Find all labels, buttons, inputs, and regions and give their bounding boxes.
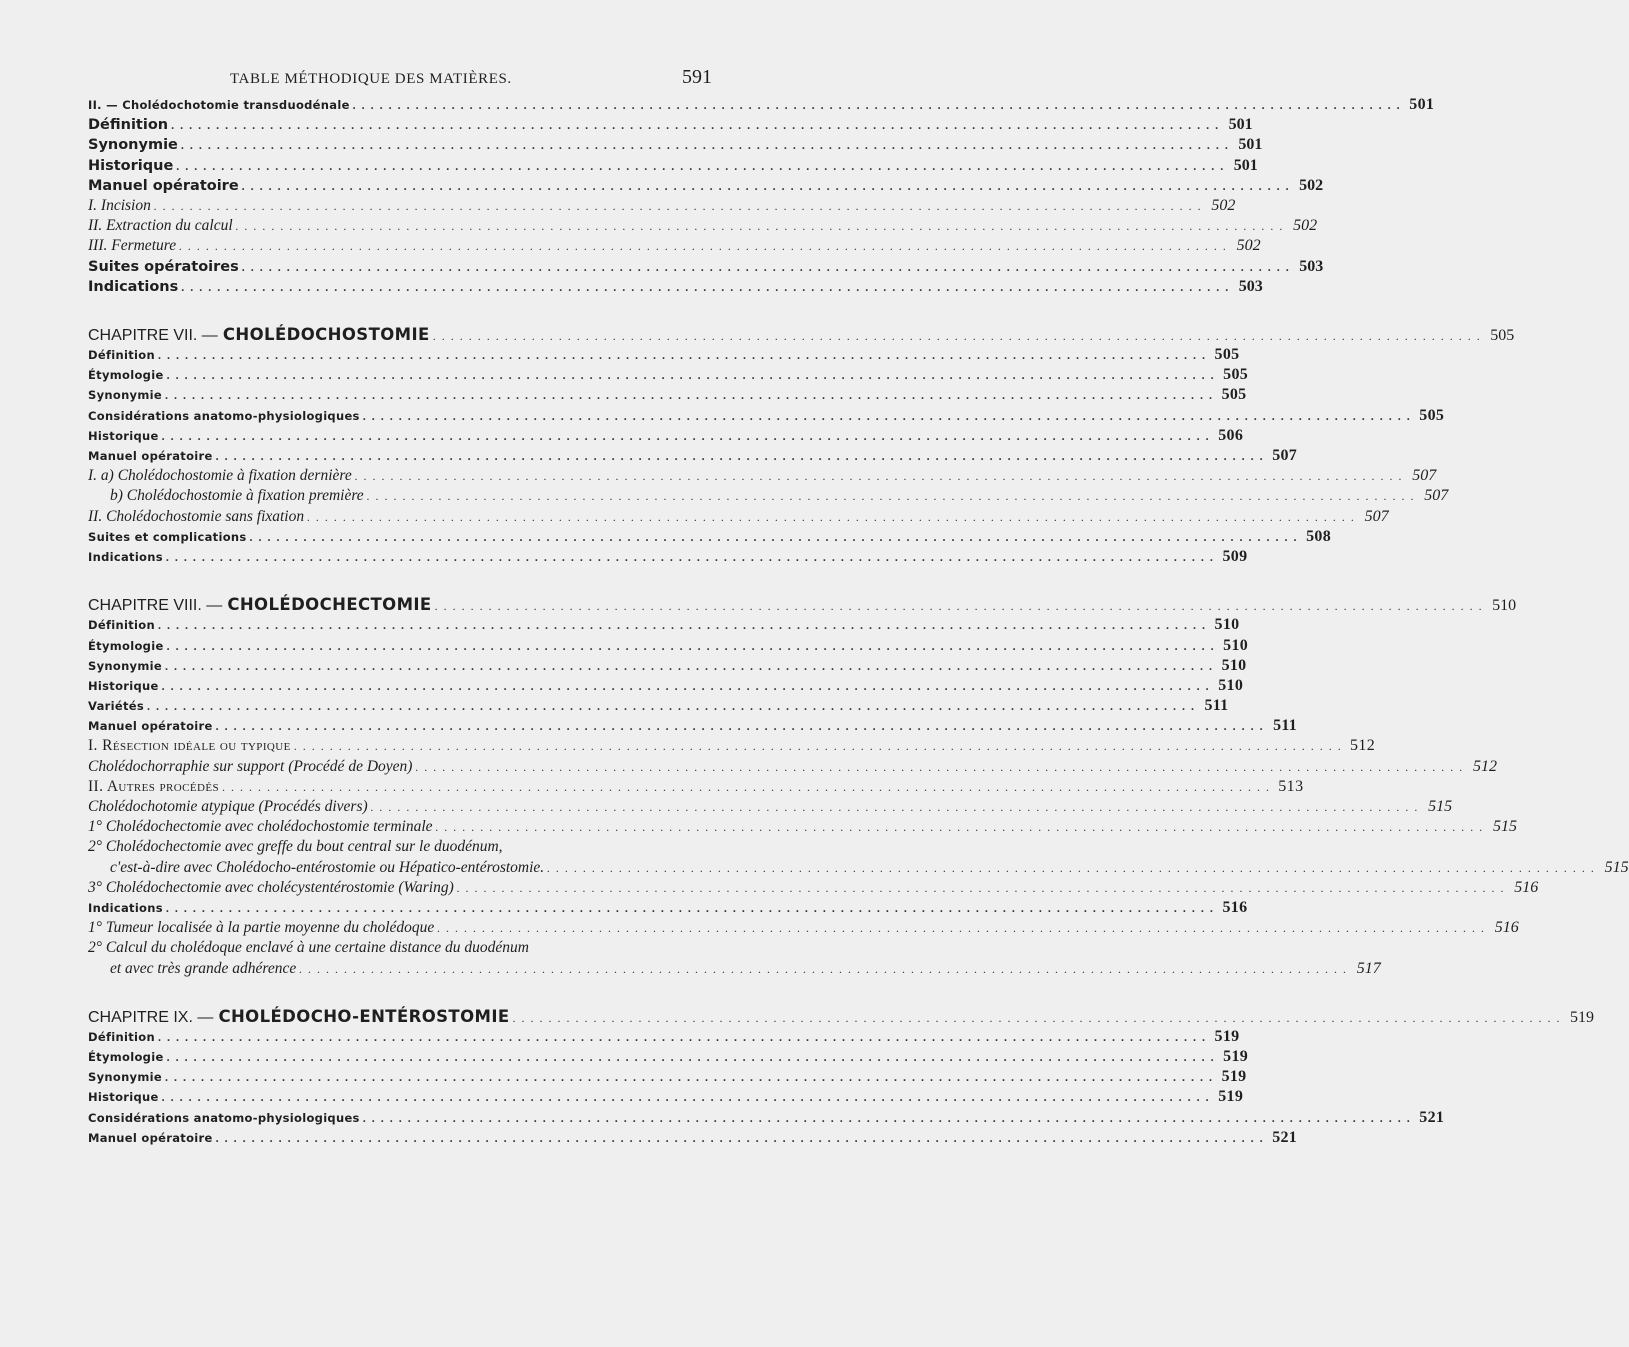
entry-page-number: 519 [1223,1048,1249,1066]
entry-page-number: 501 [1233,156,1258,174]
dot-leader [216,446,1265,466]
entry-title: Synonymie [88,388,162,403]
toc-section [88,95,1435,297]
running-head [230,66,712,89]
entry-title: Définition [88,117,169,134]
entry-page-number: 507 [1364,507,1389,525]
entry-page-number: 511 [1204,697,1229,715]
entry-title: 2° Calcul du cholédoque enclavé à une certaine distance du duodénum [88,939,529,957]
dot-leader [171,115,1220,135]
entry-page-number: 501 [1238,136,1263,154]
entry-title: Synonymie [88,658,162,673]
dot-leader [158,345,1207,365]
toc-entry [88,486,1449,506]
toc-entry [88,277,1263,297]
toc-entry [88,636,1249,656]
entry-page-number: 505 [1223,366,1249,384]
toc-entry [88,95,1435,115]
entry-page-number: 501 [1228,116,1253,134]
toc-entry [88,696,1229,716]
toc-entry [88,878,1539,898]
entry-page-number: 505 [1221,386,1247,404]
entry-title: Indications [88,549,163,564]
dot-leader [167,636,1216,656]
toc-entry [88,676,1244,696]
dot-leader [363,1108,1412,1128]
toc-entry [88,1067,1247,1087]
entry-title: c'est-à-dire avec Cholédocho-entérostomie ou Hépatico-entérostomie. [110,858,545,876]
entry-title: Cholédochotomie atypique (Procédés divers) [88,798,368,815]
chapter-label: CHAPITRE VII. — [88,326,218,344]
dot-leader [216,1128,1265,1148]
chapter-heading [88,595,1517,615]
dot-leader [250,527,1299,547]
dot-leader [513,1008,1562,1028]
entry-page-number: 519 [1214,1027,1240,1045]
dot-leader [353,95,1402,115]
entry-page-number: 507 [1272,447,1298,464]
entry-title: Manuel opératoire [88,1130,213,1145]
entry-title: Définition [88,1029,155,1044]
dot-leader [415,757,1464,777]
dot-leader [222,777,1271,797]
dot-leader [179,236,1228,256]
entry-title: I. Résection idéale ou typique [88,737,291,755]
dot-leader [165,385,1214,405]
entry-page-number: 519 [1218,1088,1244,1106]
entry-title: I. a) Cholédochostomie à fixation dernière [88,467,352,485]
toc-entry [88,345,1240,365]
dot-leader [371,797,1420,817]
chapter-page-number: 519 [1570,1008,1595,1026]
section-spacer [88,979,712,1007]
toc-entry [88,196,1236,216]
toc-entry [88,656,1247,676]
dot-leader [547,858,1596,878]
toc-entry [88,615,1240,635]
entry-title: Étymologie [88,638,164,653]
entry-page-number: 502 [1236,237,1261,255]
entry-title: I. Incision [88,196,151,214]
chapter-title: CHOLÉDOCHECTOMIE [227,595,432,615]
entry-page-number: 512 [1349,737,1376,755]
toc-section [88,297,1515,567]
dot-leader [437,918,1486,938]
entry-title: Cholédochorraphie sur support (Procédé de Doyen) [88,757,413,775]
entry-page-number: 510 [1218,676,1244,694]
dot-leader [216,716,1265,736]
entry-title: b) Cholédochostomie à fixation première [110,487,364,505]
entry-page-number: 512 [1472,757,1497,775]
entry-page-number: 501 [1409,96,1435,113]
entry-title: Étymologie [88,368,164,383]
chapter-label: CHAPITRE VIII. — [88,597,223,615]
entry-page-number: 508 [1306,527,1332,545]
entry-page-number: 505 [1419,406,1445,424]
header-title: TABLE MÉTHODIQUE DES MATIÈRES. [230,71,512,87]
toc-entry [88,1128,1298,1148]
entry-title: 3° Cholédochectomie avec cholécystentérostomie (Waring) [88,878,454,896]
entry-page-number: 510 [1223,636,1249,654]
dot-leader [154,196,1203,216]
dot-leader [181,135,1230,155]
entry-page-number: 521 [1419,1108,1445,1126]
toc-entry [88,1108,1445,1128]
toc-entry [88,426,1244,446]
chapter-heading-text [88,1007,510,1028]
entry-title: II. Autres procédés [88,777,219,795]
entry-page-number: 507 [1424,487,1449,505]
entry-page-number: 516 [1222,898,1248,916]
entry-page-number: 505 [1214,346,1240,364]
entry-page-number: 502 [1299,176,1324,194]
entry-title: Variétés [88,699,144,714]
toc-entry [88,385,1247,405]
dot-leader [162,1087,1211,1107]
entry-page-number: 516 [1494,919,1519,937]
entry-title: II. Cholédochostomie sans fixation [88,507,305,525]
chapter-title: CHOLÉDOCHO-ENTÉROSTOMIE [218,1006,510,1026]
entry-page-number: 510 [1221,656,1247,674]
entry-title: Manuel opératoire [88,177,239,194]
toc-entry [88,1027,1240,1047]
toc-section [88,567,1629,979]
entry-title: Étymologie [88,1050,164,1065]
toc-entry [88,757,1497,777]
entry-title: Manuel opératoire [88,719,213,734]
entry-page-number: 503 [1299,257,1324,275]
dot-leader [433,326,1482,346]
entry-page-number: 515 [1604,858,1629,876]
entry-title: Suites et complications [88,529,247,544]
toc-entry [88,898,1248,918]
dot-leader [162,426,1211,446]
toc-entry [88,365,1249,385]
toc-entry [88,837,712,857]
entry-title: Considérations anatomo-physiologiques [88,408,360,423]
entry-page-number: 521 [1272,1128,1298,1146]
dot-leader [436,817,1485,837]
dot-leader [166,547,1215,567]
entry-page-number: 502 [1293,217,1318,235]
entry-title: Synonymie [88,137,178,154]
dot-leader [167,365,1216,385]
toc-entry [88,817,1518,837]
section-spacer [88,297,712,325]
entry-page-number: 515 [1493,818,1518,836]
entry-title: 2° Cholédochectomie avec greffe du bout central sur le duodénum, [88,838,503,856]
entry-title: III. Fermeture [88,237,177,255]
entry-title: Définition [88,618,155,633]
toc-entry [88,446,1298,466]
dot-leader [242,176,1291,196]
dot-leader [236,216,1285,236]
toc-entry [88,938,712,958]
section-spacer [88,567,712,595]
chapter-label: CHAPITRE IX. — [88,1008,214,1026]
toc-entry [88,547,1248,567]
dot-leader [176,156,1225,176]
toc-entry [88,777,1304,797]
toc-entry [88,135,1263,155]
toc-entry [88,918,1519,938]
chapter-heading-text [88,325,430,346]
dot-leader [299,959,1348,979]
toc-entry [88,1087,1244,1107]
chapter-heading-text [88,595,432,616]
toc-entry [88,466,1437,486]
entry-title: Manuel opératoire [88,449,213,463]
entry-page-number: 513 [1278,777,1304,795]
dot-leader [162,676,1211,696]
entry-title: Historique [88,157,174,174]
toc-entry [88,797,1453,817]
dot-leader [181,277,1230,297]
chapter-page-number: 505 [1490,326,1515,344]
dot-leader [158,1027,1207,1047]
entry-title: 1° Tumeur localisée à la partie moyenne du cholédoque [88,919,435,937]
chapter-page-number: 510 [1492,597,1517,615]
table-of-contents [88,95,1629,1148]
dot-leader [363,406,1412,426]
entry-title: Définition [88,348,155,363]
dot-leader [158,615,1207,635]
entry-title: Suites opératoires [88,258,239,275]
toc-entry [88,527,1332,547]
entry-page-number: 517 [1356,959,1381,977]
toc-entry [88,507,1389,527]
dot-leader [147,696,1196,716]
entry-title: II. — Cholédochotomie transduodénale [88,98,350,112]
dot-leader [435,596,1484,616]
entry-title: Indications [88,278,179,295]
dot-leader [242,257,1291,277]
entry-title: Considérations anatomo-physiologiques [88,1110,360,1125]
entry-page-number: 515 [1428,798,1453,815]
toc-entry [88,176,1324,196]
toc-entry [88,406,1445,426]
entry-page-number: 507 [1412,467,1437,485]
entry-page-number: 516 [1514,878,1539,896]
entry-page-number: 503 [1238,277,1263,295]
entry-page-number: 510 [1214,616,1240,634]
toc-entry [88,216,1318,236]
dot-leader [307,507,1356,527]
chapter-heading [88,1006,1595,1027]
entry-title: 1° Cholédochectomie avec cholédochostomie terminale [88,818,433,836]
toc-entry [88,716,1298,736]
toc-entry [88,1047,1249,1067]
toc-entry [88,236,1261,256]
entry-title: Synonymie [88,1070,162,1085]
toc-entry [88,858,1629,878]
dot-leader [167,1047,1216,1067]
chapter-title: CHOLÉDOCHOSTOMIE [222,324,430,344]
entry-page-number: 509 [1222,547,1248,565]
entry-title: II. Extraction du calcul [88,217,233,235]
toc-entry [88,959,1381,979]
entry-title: Historique [88,1090,159,1105]
dot-leader [165,1067,1214,1087]
entry-title: Historique [88,428,159,443]
toc-entry [88,156,1258,176]
chapter-heading [88,324,1515,345]
page-number: 591 [682,66,712,88]
toc-entry [88,115,1253,135]
entry-title: Indications [88,900,163,915]
dot-leader [457,878,1506,898]
entry-page-number: 519 [1221,1068,1247,1086]
dot-leader [367,486,1416,506]
dot-leader [294,736,1343,756]
dot-leader [355,466,1404,486]
dot-leader [165,656,1214,676]
toc-entry [88,736,1376,756]
entry-page-number: 506 [1218,426,1244,444]
entry-page-number: 502 [1211,196,1236,214]
toc-section [88,979,1595,1148]
entry-page-number: 511 [1273,717,1298,735]
dot-leader [166,898,1215,918]
entry-title: et avec très grande adhérence [110,959,297,977]
entry-title: Historique [88,678,159,693]
toc-entry [88,257,1324,277]
